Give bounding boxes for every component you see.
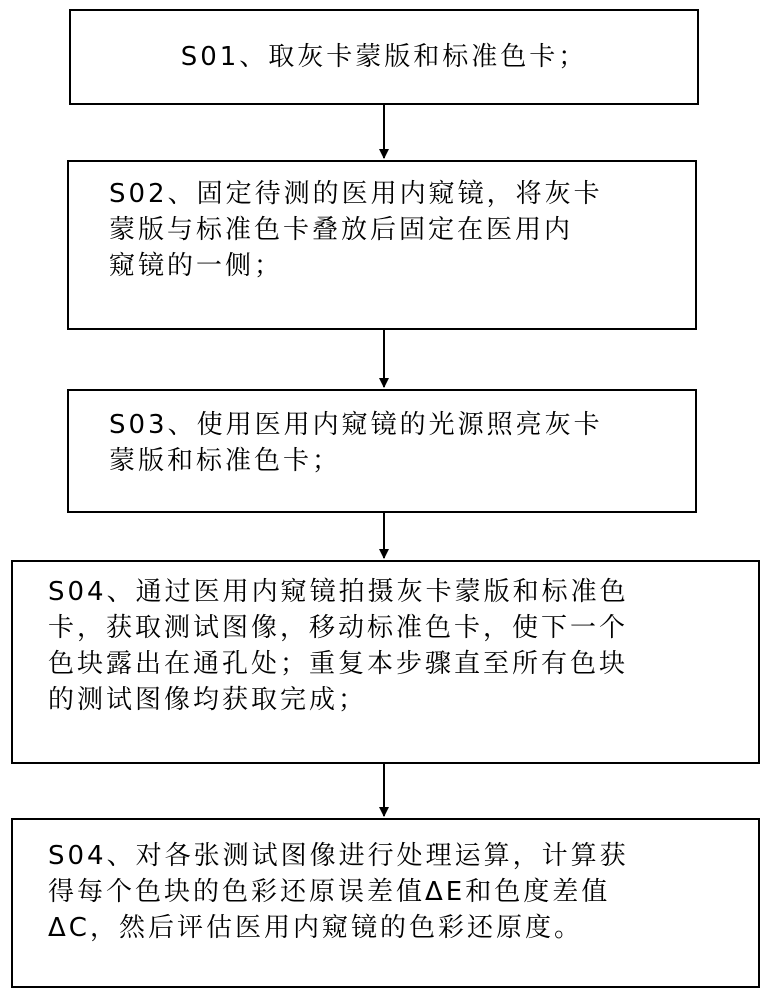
step-box-s02: [67, 160, 697, 330]
step-text: S03、使用医用内窥镜的光源照亮灰卡 蒙版和标准色卡；: [109, 410, 603, 476]
step-box-s03: [67, 389, 697, 513]
step-text: S04、对各张测试图像进行处理运算，计算获 得每个色块的色彩还原误差值ΔE和色度差值 ΔC，然后评估医用内窥镜的色彩还原度。: [48, 841, 629, 943]
step-box-s04-capture: [11, 560, 760, 764]
step-text: S02、固定待测的医用内窥镜，将灰卡 蒙版与标准色卡叠放后固定在医用内 窥镜的一侧；: [109, 179, 603, 281]
step-text: S01、取灰卡蒙版和标准色卡；: [180, 42, 588, 72]
step-box-s01: [69, 9, 699, 105]
step-box-s04-evaluate: [11, 818, 760, 988]
step-text: S04、通过医用内窥镜拍摄灰卡蒙版和标准色 卡，获取测试图像，移动标准色卡，使下一个 色块露出在通孔处；重复本步骤直至所有色块 的测试图像均获取完成；: [48, 577, 629, 715]
